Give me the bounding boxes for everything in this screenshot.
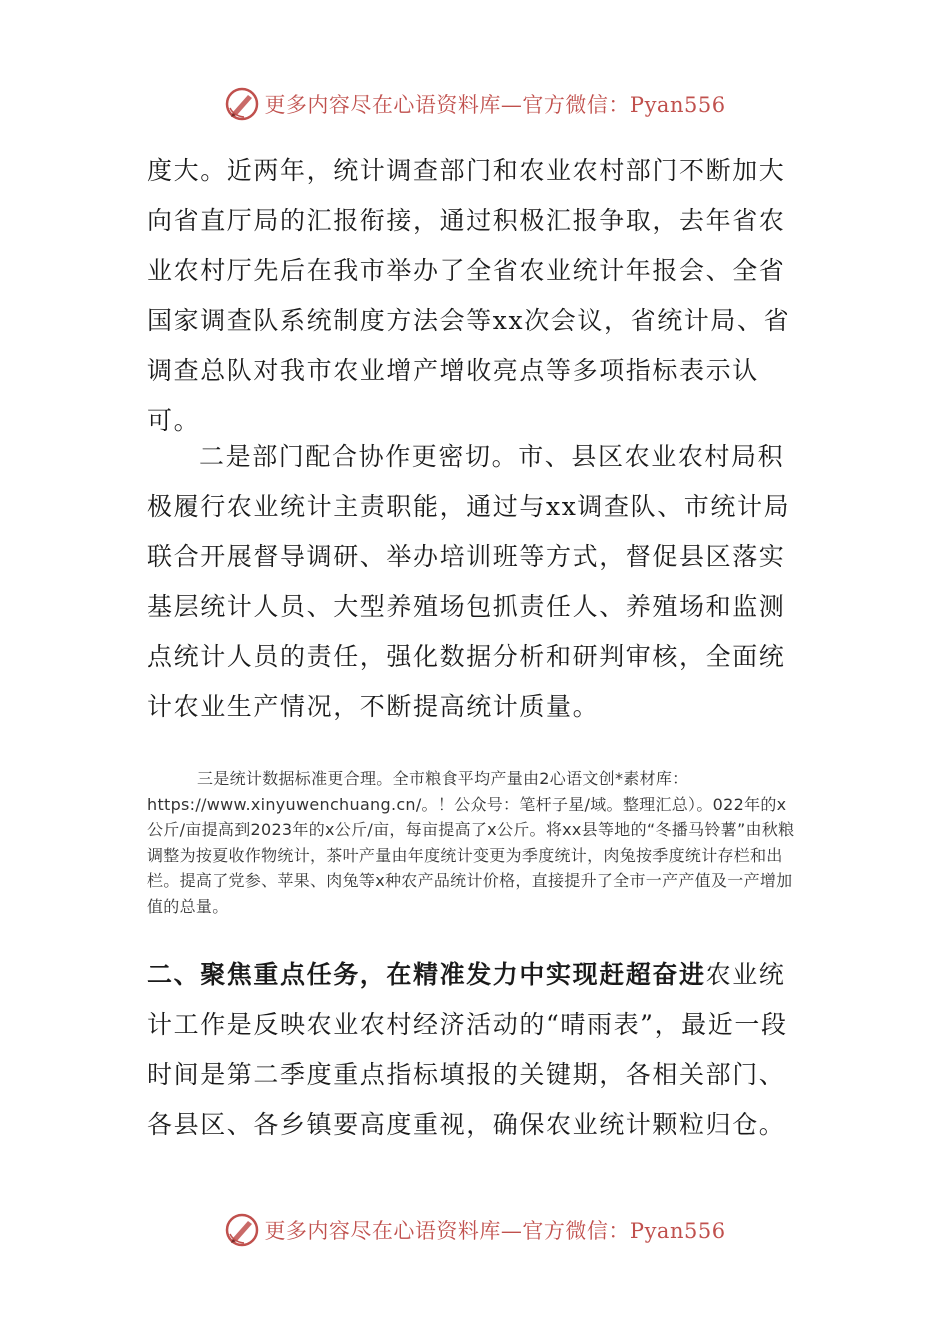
- paragraph-3-small: 三是统计数据标准更合理。全市粮食平均产量由2心语文创*素材库：https://www.xinyuwenchuang.cn/。！公众号：笔杆子星/域。整理汇总）。022年的x公斤/亩提高到2023年的x公斤/亩，每亩提高了x公斤。将xx县等地的“冬播马铃薯”由秋粮调整为按夏收作物统计，茶叶产量由年度统计变更为季度统计，肉兔按季度统计存栏和出栏。提高了党参、苹果、肉兔等x种农产品统计价格，直接提升了全市一产产值及一产增加值的总量。: [147, 769, 795, 916]
- watermark-text: 更多内容尽在心语资料库—官方微信：Pyan556: [264, 1219, 726, 1243]
- paragraph-1: 度大。近两年，统计调查部门和农业农村部门不断加大向省直厅局的汇报衔接，通过积极汇报争取，去年省农业农村厅先后在我市举办了全省农业统计年报会、全省国家调查队系统制度方法会等xx次会议，省统计局、省调查总队对我市农业增产增收亮点等多项指标表示认可。: [147, 156, 791, 435]
- footer-watermark: [0, 1210, 950, 1250]
- watermark-text: 更多内容尽在心语资料库—官方微信：Pyan556: [264, 93, 726, 117]
- section-heading: 二、聚焦重点任务，在精准发力中实现赶超奋进: [147, 960, 706, 989]
- header-watermark: [0, 84, 950, 124]
- paragraph-2: 二是部门配合协作更密切。市、县区农业农村局积极履行农业统计主责职能，通过与xx调查队、市统计局联合开展督导调研、举办培训班等方式，督促县区落实基层统计人员、大型养殖场包抓责任人、养殖场和监测点统计人员的责任，强化数据分析和研判审核，全面统计农业生产情况，不断提高统计质量。: [147, 442, 791, 721]
- pen-logo-icon: [224, 86, 260, 122]
- paragraph-4: [147, 950, 792, 1150]
- pen-logo-icon: [224, 1212, 260, 1248]
- section-body: 农业统计工作是反映农业农村经济活动的“晴雨表”，最近一段时间是第二季度重点指标填报的关键期，各相关部门、各县区、各乡镇要高度重视，确保农业统计颗粒归仓。: [147, 960, 788, 1139]
